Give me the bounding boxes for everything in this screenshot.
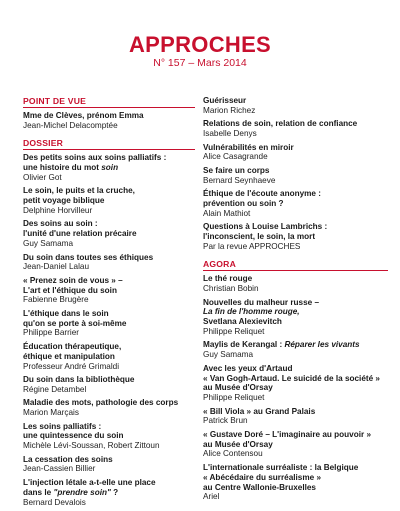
- section-heading: AGORA: [203, 259, 388, 271]
- article-author: Marion Richez: [203, 105, 256, 115]
- contents-entry: [203, 189, 388, 218]
- article-author: Christian Bobin: [203, 284, 259, 294]
- article-title: L'injection létale a-t-elle une place: [23, 477, 156, 487]
- issue-number: N° 157 – Mars 2014: [153, 57, 247, 69]
- contents-entry: [203, 274, 388, 294]
- article-title: Relations de soin, relation de confiance: [203, 119, 358, 129]
- contents-entry: [203, 364, 388, 403]
- contents-entry: [203, 166, 388, 186]
- article-title: qu'on se porte à soi-même: [23, 318, 127, 328]
- article-title: L'éthique dans le soin: [23, 308, 109, 318]
- article-author: Alain Mathiot: [203, 208, 251, 218]
- article-title: Éducation thérapeutique,: [23, 341, 122, 351]
- masthead: [0, 34, 400, 70]
- article-title: l'unité d'une relation précaire: [23, 229, 137, 239]
- article-title: l'inconscient, le soin, la mort: [203, 232, 316, 241]
- contents-entry: [203, 340, 388, 360]
- article-title: petit voyage biblique: [23, 196, 105, 206]
- article-title: éthique et manipulation: [23, 351, 115, 361]
- contents-entry: [203, 96, 388, 116]
- article-title: La cessation des soins: [23, 454, 113, 464]
- article-author: Alice Contensou: [203, 449, 263, 459]
- article-author: Guy Samama: [23, 239, 74, 249]
- article-title: prévention ou soin ?: [203, 198, 284, 208]
- contents-entry: [23, 342, 195, 371]
- article-title: Du soin dans toutes ses éthiques: [23, 252, 154, 262]
- article-author: Jean-Daniel Lalau: [23, 262, 89, 272]
- contents-entry: [23, 111, 195, 131]
- article-title: Le thé rouge: [203, 274, 253, 284]
- article-author: Bernard Devalois: [23, 497, 86, 507]
- article-title: au Centre Wallonie-Bruxelles: [203, 482, 316, 492]
- article-title: Des petits soins aux soins palliatifs :: [23, 153, 167, 163]
- article-title: dans le "prendre soin" ?: [23, 487, 119, 497]
- article-title: Des soins au soin :: [23, 219, 98, 229]
- article-author: Philippe Reliquet: [203, 326, 265, 336]
- contents-entry: [203, 298, 388, 337]
- contents-entry: [23, 253, 195, 273]
- article-title: L'internationale surréaliste : la Belgique: [203, 462, 359, 472]
- article-title: Nouvelles du malheur russe –: [203, 297, 320, 307]
- article-title: Vulnérabilités en miroir: [203, 142, 294, 152]
- contents-column-left: [23, 96, 195, 511]
- article-title: Guérisseur: [203, 96, 247, 105]
- contents-entry: [23, 375, 195, 395]
- article-author: Philippe Barrier: [23, 328, 79, 338]
- article-title: Maylis de Kerangal : Réparer les vivants: [203, 340, 360, 350]
- article-author: Olivier Got: [23, 172, 62, 182]
- article-author: Patrick Brun: [203, 416, 248, 426]
- article-title: Mme de Clèves, prénom Emma: [23, 111, 144, 120]
- contents-entry: [23, 398, 195, 418]
- article-author: Par la revue APPROCHES: [203, 241, 301, 251]
- contents-entry: [203, 222, 388, 251]
- article-title: Le soin, le puits et la cruche,: [23, 186, 135, 196]
- article-title: une quintessence du soin: [23, 431, 124, 441]
- article-title: au Musée d'Orsay: [203, 383, 273, 393]
- journal-title: APPROCHES: [128, 32, 272, 57]
- contents-entry: [203, 407, 388, 427]
- contents-entry: [23, 219, 195, 248]
- article-title: Du soin dans la bibliothèque: [23, 375, 135, 385]
- article-author: Professeur André Grimaldi: [23, 361, 120, 371]
- contents-entry: [23, 186, 195, 215]
- article-title: La fin de l'homme rouge,: [203, 307, 300, 317]
- contents-entry: [23, 422, 195, 451]
- article-title: « Van Gogh-Artaud. Le suicidé de la société »: [203, 373, 380, 383]
- contents-column-right: [203, 96, 388, 506]
- contents-entry: [23, 478, 195, 507]
- article-title: « Gustave Doré – L'imaginaire au pouvoir »: [203, 429, 372, 439]
- section-heading: DOSSIER: [23, 138, 195, 150]
- article-author: Marion Marçais: [23, 408, 79, 418]
- article-author: Bernard Seynhaeve: [203, 175, 276, 185]
- article-author: Guy Samama: [203, 350, 254, 360]
- article-author: Philippe Reliquet: [203, 393, 265, 403]
- contents-entry: [203, 463, 388, 502]
- article-author: Ariel: [203, 492, 220, 502]
- article-title: Svetlana Alexievitch: [203, 317, 282, 327]
- article-author: Michèle Lévi-Soussan, Robert Zittoun: [23, 441, 160, 451]
- article-author: Alice Casagrande: [203, 152, 268, 162]
- section-heading: POINT DE VUE: [23, 96, 195, 108]
- article-title: Maladie des mots, pathologie des corps: [23, 398, 179, 408]
- contents-entry: [203, 430, 388, 459]
- article-author: Isabelle Denys: [203, 129, 257, 139]
- contents-entry: [23, 153, 195, 182]
- article-title: « Bill Viola » au Grand Palais: [203, 406, 316, 416]
- article-title: « Abécédaire du surréalisme »: [203, 472, 322, 482]
- article-title: Les soins palliatifs :: [23, 421, 102, 431]
- article-author: Jean-Cassien Billier: [23, 464, 96, 474]
- article-title: « Prenez soin de vous » –: [23, 275, 123, 285]
- contents-entry: [203, 119, 388, 139]
- article-author: Jean-Michel Delacomptée: [23, 120, 118, 130]
- contents-entry: [23, 276, 195, 305]
- article-title: Se faire un corps: [203, 165, 270, 175]
- article-author: Régine Detambel: [23, 384, 87, 394]
- article-title: une histoire du mot soin: [23, 163, 119, 173]
- contents-entry: [203, 143, 388, 163]
- article-title: au Musée d'Orsay: [203, 439, 273, 449]
- article-title: Éthique de l'écoute anonyme :: [203, 189, 321, 199]
- article-title: Avec les yeux d'Artaud: [203, 363, 293, 373]
- article-author: Delphine Horvilleur: [23, 205, 93, 215]
- article-author: Fabienne Brugère: [23, 295, 89, 305]
- article-title: L'art et l'éthique du soin: [23, 285, 117, 295]
- contents-entry: [23, 455, 195, 475]
- article-title: Questions à Louise Lambrichs :: [203, 222, 328, 232]
- contents-entry: [23, 309, 195, 338]
